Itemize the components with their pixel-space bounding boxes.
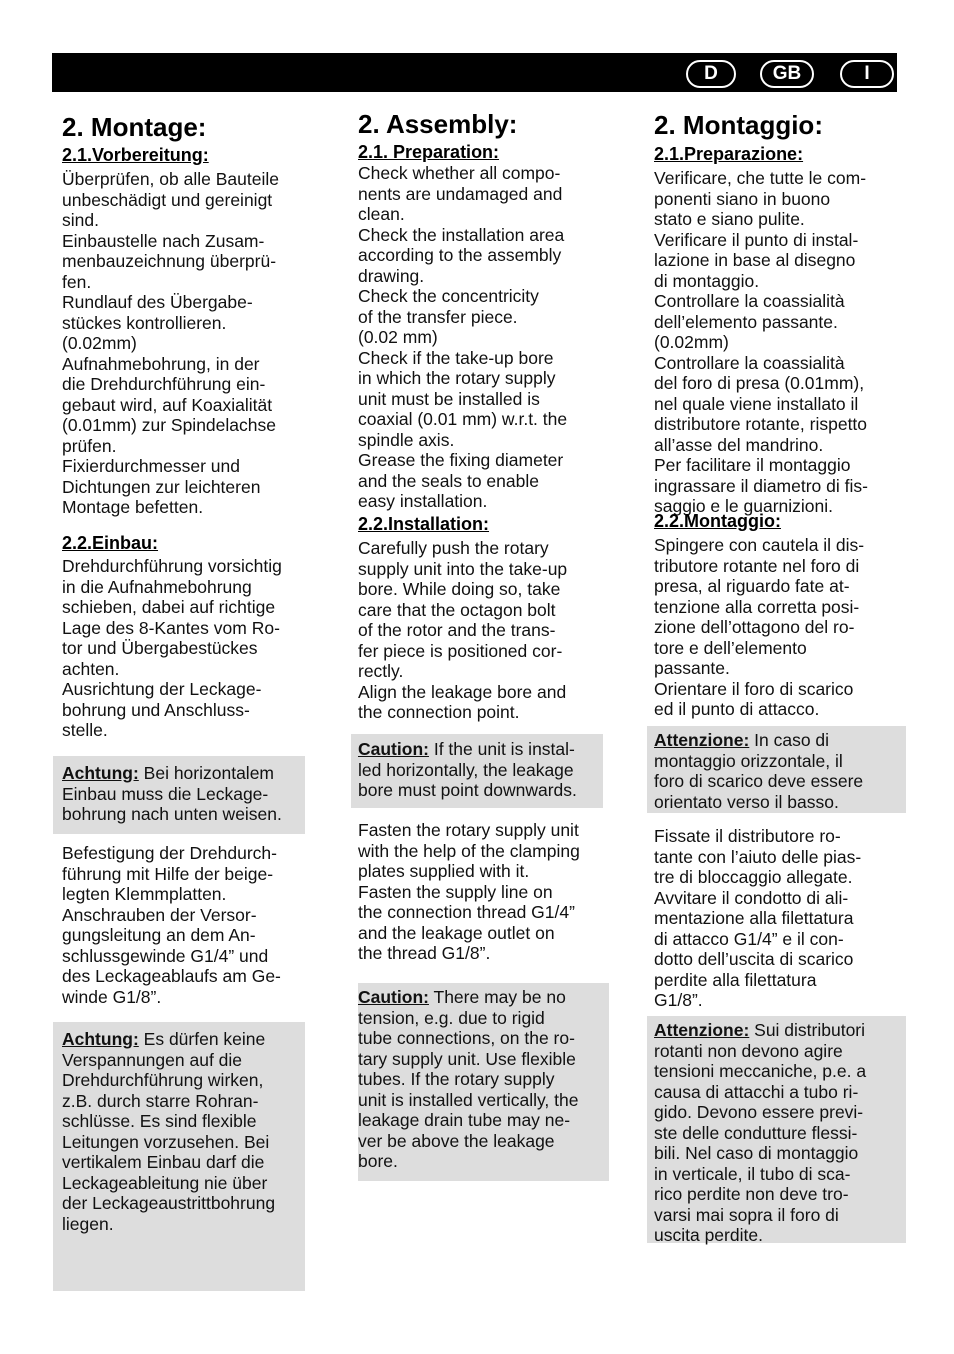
it-note2 (654, 1020, 904, 1246)
de-note1-label: Achtung: (62, 763, 139, 783)
en-prep-heading: 2.1. Preparation: (358, 142, 500, 162)
it-prep-heading: 2.1.Preparazione: (654, 144, 804, 164)
en-prep-text: Check whether all compo- nents are undamaged and clean. Check the installation area according to the assembly drawing. Check the concentricity of the transfer piece. (0.02 mm) Check if the take-up bore in which the rotary supply unit must be installed is coaxial (0.01 mm) w.r.t. the spindle axis. Grease the fixing diameter and the seals to enable easy installation. (358, 163, 568, 511)
it-note1-label: Attenzione: (654, 730, 750, 750)
language-tab-gb[interactable]: GB (760, 60, 814, 88)
en-install-heading: 2.2.Installation: (358, 514, 490, 534)
de-install-heading: 2.2.Einbau: (62, 533, 159, 553)
it-prep-text: Verificare, che tutte le com- ponenti siano in buono stato e siano pulite. Verificare il punto di instal- lazione in base al disegno di montaggio. Controllare la coassialità dell’elemento passante. (0.02mm) Controllare la coassialità del foro di presa (0.01mm), nel quale viene installato il distributore rotante, rispetto all’asse del mandrino. Per facilitare il montaggio ingrassare il diametro di fis- saggio e le guarnizioni. (654, 168, 868, 516)
en-note2 (358, 987, 609, 1172)
de-title: 2. Montage: (62, 112, 207, 142)
de-install-text: Drehdurchführung vorsichtig in die Aufnahmebohrung schieben, dabei auf richtige Lage des 8-Kantes vom Ro- tor und Übergabestückes achten. Ausrichtung der Leckage- bohrung und Anschluss- stelle. (62, 556, 282, 740)
it-install-heading: 2.2.Montaggio: (654, 511, 781, 531)
de-prep-text: Überprüfen, ob alle Bauteile unbeschädigt und gereinigt sind. Einbaustelle nach Zusam- menbauzeichnung überprü- fen. Rundlauf des Übergabe- stückes kontrollieren. (0.02mm) Aufnahmebohrung, in der die Drehdurchführung ein- gebaut wird, auf Koaxialität (0.01mm) zur Spindelachse prüfen. Fixierdurchmesser und Dichtungen zur leichteren Montage befetten. (62, 169, 279, 517)
it-note2-label: Attenzione: (654, 1020, 750, 1040)
en-note1 (358, 739, 606, 801)
en-title: 2. Assembly: (358, 109, 518, 139)
language-tab-d[interactable]: D (686, 60, 736, 88)
it-note1-text: In caso di montaggio orizzontale, il foro di scarico deve essere orientato verso il basso. (654, 730, 864, 812)
en-note2-label: Caution: (358, 987, 429, 1007)
en-note1-box (351, 734, 603, 808)
de-note2-label: Achtung: (62, 1029, 139, 1049)
en-note1-label: Caution: (358, 739, 429, 759)
en-install-text: Carefully push the rotary supply unit into the take-up bore. While doing so, take care that the octagon bolt of the rotor and the trans- fer piece is positioned cor- rectly. Align the leakage bore and the connection point. (358, 538, 568, 722)
de-note2-box (53, 1022, 305, 1291)
it-note1 (654, 730, 904, 812)
de-note1 (62, 763, 308, 825)
it-note2-text: Sui distributori rotanti non devono agire tensioni meccaniche, p.e. a causa di attacchi a tubo ri- gido. Devono essere previ- ste delle condutture flessi- bili. Nel caso di montaggio in verticale, il tubo di sca- rico perdite non deve tro- varsi mai sopra il foro di uscita perdite. (654, 1020, 867, 1245)
it-note2-box (647, 1016, 906, 1243)
en-note2-text: There may be no tension, e.g. due to rigid tube connections, on the ro- tary supply unit. Use flexible tubes. If the rotary supply unit is installed vertically, the leakage drain tube may ne- ver be above the leakage bore. (358, 987, 579, 1171)
de-note1-text: Bei horizontalem Einbau muss die Leckage- bohrung nach unten weisen. (62, 763, 282, 824)
it-note1-box (647, 726, 906, 813)
de-note1-box (53, 756, 305, 834)
en-fasten-text: Fasten the rotary supply unit with the help of the clamping plates supplied with it. Fasten the supply line on the connection thread G1/4” and the leakage outlet on the thread G1/8”. (358, 820, 580, 963)
it-fasten-text: Fissate il distributore ro- tante con l’aiuto delle pias- tre di bloccaggio allegate. Avvitare il condotto di ali- mentazione alla filettatura di attacco G1/4” e il con- dotto dell’uscita di scarico perdite alla filettatura G1/8”. (654, 826, 862, 1010)
de-prep-heading: 2.1.Vorbereitung: (62, 145, 209, 165)
language-header-bar (52, 53, 897, 92)
it-title: 2. Montaggio: (654, 110, 823, 140)
language-tab-i[interactable]: I (840, 60, 894, 88)
de-note2 (62, 1029, 308, 1234)
en-note2-box (358, 983, 609, 1181)
de-note2-text: Es dürfen keine Verspannungen auf die Drehdurchführung wirken, z.B. durch starre Rohran- schlüsse. Es sind flexible Leitungen vorzusehen. Bei vertikalem Einbau darf die Leckageableitung nie über der Leckageaustrittbohrung liegen. (62, 1029, 276, 1234)
en-note1-text: If the unit is instal- led horizontally, the leakage bore must point downwards. (358, 739, 577, 800)
de-fasten-text: Befestigung der Drehdurch- führung mit Hilfe der beige- legten Klemmplatten. Anschrauben der Versor- gungsleitung an dem An- schlussgewinde G1/4” und des Leckageablaufs am Ge- winde G1/8”. (62, 843, 281, 1007)
it-install-text: Spingere con cautela il dis- tributore rotante nel foro di presa, al riguardo fate at- tenzione alla corretta posi- zione dell’ottagono del ro- tore e dell’elemento passante. Orientare il foro di scarico ed il punto di attacco. (654, 535, 865, 719)
